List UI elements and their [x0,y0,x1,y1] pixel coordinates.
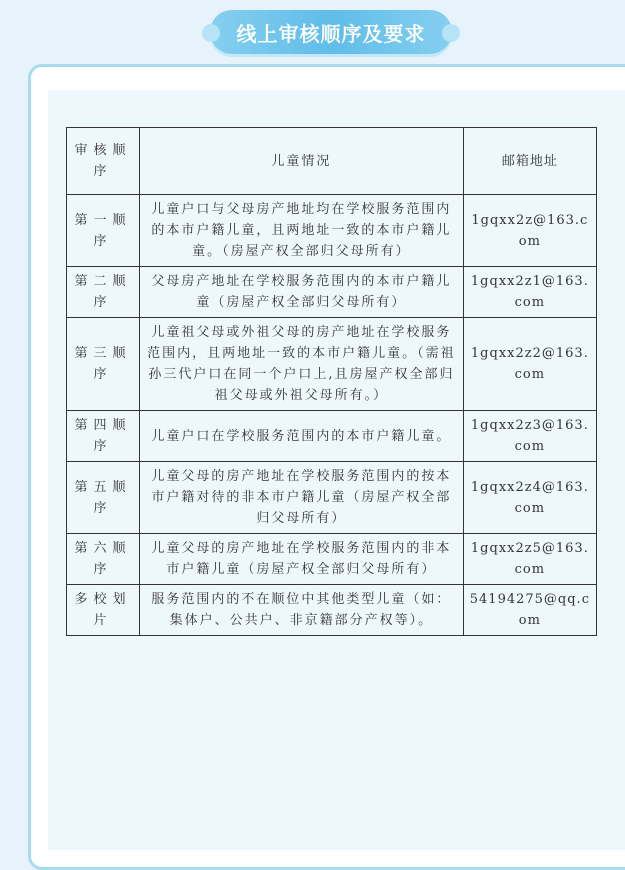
row-order: 第六顺序 [67,534,140,585]
row-order: 多校划片 [67,585,140,636]
row-email: 1gqxx2z@163.com [463,195,596,267]
row-order: 第五顺序 [67,462,140,534]
header-order: 审核顺序 [67,128,140,195]
row-email: 1gqxx2z1@163.com [463,267,596,318]
table-row [67,534,597,585]
row-email: 1gqxx2z2@163.com [463,318,596,411]
row-description: 儿童户口与父母房产地址均在学校服务范围内的本市户籍儿童，且两地址一致的本市户籍儿童。（房屋产权全部归父母所有） [140,195,464,267]
table-row [67,267,597,318]
row-description: 儿童父母的房产地址在学校服务范围内的按本市户籍对待的非本市户籍儿童（房屋产权全部归父母所有） [140,462,464,534]
row-order: 第一顺序 [67,195,140,267]
row-order: 第二顺序 [67,267,140,318]
row-email: 1gqxx2z5@163.com [463,534,596,585]
table-row [67,195,597,267]
row-order: 第三顺序 [67,318,140,411]
row-description: 儿童父母的房产地址在学校服务范围内的非本市户籍儿童（房屋产权全部归父母所有） [140,534,464,585]
review-order-table [66,127,597,636]
title-banner [210,10,452,54]
row-description: 儿童户口在学校服务范围内的本市户籍儿童。 [140,411,464,462]
table-row [67,462,597,534]
row-description: 儿童祖父母或外祖父母的房产地址在学校服务范围内，且两地址一致的本市户籍儿童。（需祖孙三代户口在同一个户口上,且房屋产权全部归祖父母或外祖父母所有。） [140,318,464,411]
header-description: 儿童情况 [140,128,464,195]
row-email: 1gqxx2z4@163.com [463,462,596,534]
row-description: 父母房产地址在学校服务范围内的本市户籍儿童（房屋产权全部归父母所有） [140,267,464,318]
table-row [67,318,597,411]
table-row [67,411,597,462]
page-title: 线上审核顺序及要求 [236,21,426,46]
header-email: 邮箱地址 [463,128,596,195]
row-order: 第四顺序 [67,411,140,462]
row-email: 1gqxx2z3@163.com [463,411,596,462]
table-header-row [67,128,597,195]
row-description: 服务范围内的不在顺位中其他类型儿童（如：集体户、公共户、非京籍部分产权等）。 [140,585,464,636]
table-row [67,585,597,636]
row-email: 54194275@qq.com [463,585,596,636]
